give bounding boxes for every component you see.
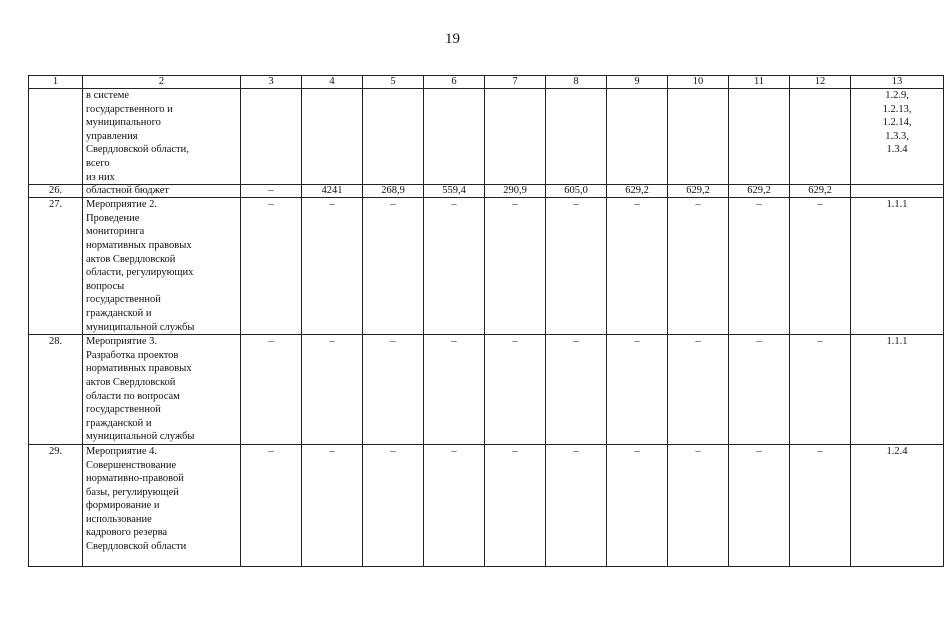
funding-value — [363, 89, 424, 185]
item-name-line: из них — [86, 171, 115, 183]
column-header: 4 — [302, 76, 363, 89]
program-table — [28, 75, 944, 567]
item-name-line: в системе — [86, 90, 130, 101]
item-name-line: области, регулирующих — [86, 267, 194, 279]
row-number: 29. — [29, 444, 83, 566]
funding-value — [607, 89, 668, 185]
funding-value: – — [363, 198, 424, 335]
item-name-line: нормативно-правовой — [86, 473, 184, 485]
funding-value: – — [729, 444, 790, 566]
column-header: 8 — [546, 76, 607, 89]
column-header: 7 — [485, 76, 546, 89]
item-name — [83, 335, 241, 445]
item-name-line: муниципального — [86, 117, 161, 129]
funding-value: 629,2 — [607, 185, 668, 198]
funding-value: – — [363, 335, 424, 445]
target-reference — [851, 89, 944, 185]
funding-value: 4241 — [302, 185, 363, 198]
funding-value: 629,2 — [668, 185, 729, 198]
item-name-line: управления — [86, 130, 138, 142]
funding-value: 559,4 — [424, 185, 485, 198]
item-name-line: нормативных правовых — [86, 363, 192, 375]
item-name-line: Свердловской области — [86, 541, 187, 553]
item-name-line: Совершенствование — [86, 459, 177, 471]
row-number: 26. — [29, 185, 83, 198]
table-row — [29, 335, 944, 445]
funding-value — [485, 89, 546, 185]
item-name-line: формирование и — [86, 500, 160, 512]
item-name-line: Мероприятие 3. — [86, 336, 158, 348]
item-name — [83, 444, 241, 566]
funding-value — [241, 89, 302, 185]
item-name-line: мониторинга — [86, 226, 145, 238]
column-header: 2 — [83, 76, 241, 89]
funding-value: – — [241, 185, 302, 198]
header-row — [29, 76, 944, 89]
funding-value: – — [546, 335, 607, 445]
funding-value: – — [729, 335, 790, 445]
table-row — [29, 444, 944, 566]
column-header: 12 — [790, 76, 851, 89]
funding-value — [668, 89, 729, 185]
funding-value: – — [668, 198, 729, 335]
item-name-line: государственной — [86, 294, 161, 306]
funding-value: 605,0 — [546, 185, 607, 198]
funding-value: – — [424, 444, 485, 566]
target-reference-line: 1.2.9, — [885, 90, 909, 101]
funding-value: – — [241, 335, 302, 445]
column-header: 11 — [729, 76, 790, 89]
table-row — [29, 198, 944, 335]
funding-value: 290,9 — [485, 185, 546, 198]
page-number: 19 — [445, 31, 460, 47]
funding-value: – — [790, 198, 851, 335]
funding-value: – — [546, 444, 607, 566]
column-header: 1 — [29, 76, 83, 89]
target-reference-line: 1.1.1 — [886, 199, 908, 211]
item-name-line: Свердловской области, — [86, 144, 189, 156]
row-number: 27. — [29, 198, 83, 335]
funding-value: – — [729, 198, 790, 335]
item-name-line: актов Свердловской — [86, 376, 176, 388]
funding-value — [790, 89, 851, 185]
item-name-line: области по вопросам — [86, 390, 180, 402]
funding-value: 629,2 — [729, 185, 790, 198]
funding-value: – — [668, 335, 729, 445]
funding-value: – — [241, 198, 302, 335]
item-name — [83, 198, 241, 335]
funding-value: – — [668, 444, 729, 566]
item-name-line: использование — [86, 513, 152, 525]
funding-value: – — [607, 444, 668, 566]
item-name-line: кадрового резерва — [86, 527, 168, 539]
item-name-line: Мероприятие 4. — [86, 445, 158, 457]
target-reference-line: 1.3.4 — [886, 144, 908, 156]
target-reference — [851, 335, 944, 445]
column-header: 6 — [424, 76, 485, 89]
funding-value — [302, 89, 363, 185]
funding-value: – — [424, 335, 485, 445]
target-reference-line: 1.2.4 — [886, 445, 908, 457]
funding-value: – — [485, 335, 546, 445]
funding-value: – — [790, 335, 851, 445]
item-name-line: базы, регулирующей — [86, 486, 179, 498]
item-name — [83, 185, 241, 198]
target-reference — [851, 444, 944, 566]
funding-value: – — [302, 335, 363, 445]
item-name-line: государственной — [86, 404, 161, 416]
funding-value — [729, 89, 790, 185]
item-name-line: актов Свердловской — [86, 253, 176, 265]
column-header: 5 — [363, 76, 424, 89]
target-reference-line: 1.3.3, — [885, 130, 909, 142]
target-reference — [851, 198, 944, 335]
item-name-line: государственного и — [86, 103, 173, 115]
funding-value: 629,2 — [790, 185, 851, 198]
item-name-line: Мероприятие 2. — [86, 199, 158, 211]
column-header: 9 — [607, 76, 668, 89]
item-name-line: областной бюджет — [86, 185, 169, 197]
item-name-line: гражданской и — [86, 417, 152, 429]
item-name-line: Проведение — [86, 212, 140, 224]
funding-value: – — [607, 335, 668, 445]
funding-value: – — [363, 444, 424, 566]
funding-value: – — [790, 444, 851, 566]
funding-value: 268,9 — [363, 185, 424, 198]
target-reference — [851, 185, 944, 198]
funding-value — [546, 89, 607, 185]
item-name-line: муниципальной службы — [86, 431, 195, 443]
item-name — [83, 89, 241, 185]
target-reference-line: 1.2.13, — [882, 103, 912, 115]
table-row — [29, 185, 944, 198]
funding-value: – — [546, 198, 607, 335]
funding-value: – — [607, 198, 668, 335]
funding-value: – — [485, 444, 546, 566]
table-row — [29, 89, 944, 185]
funding-value: – — [302, 198, 363, 335]
funding-value: – — [424, 198, 485, 335]
target-reference-line: 1.1.1 — [886, 336, 908, 348]
target-reference-line: 1.2.14, — [882, 117, 912, 129]
column-header: 13 — [851, 76, 944, 89]
funding-value: – — [485, 198, 546, 335]
funding-value — [424, 89, 485, 185]
funding-value: – — [241, 444, 302, 566]
column-header: 3 — [241, 76, 302, 89]
item-name-line: всего — [86, 157, 110, 169]
item-name-line: вопросы — [86, 280, 125, 292]
item-name-line: Разработка проектов — [86, 349, 179, 361]
row-number: 28. — [29, 335, 83, 445]
column-header: 10 — [668, 76, 729, 89]
row-number — [29, 89, 83, 185]
item-name-line: муниципальной службы — [86, 321, 195, 333]
item-name-line: нормативных правовых — [86, 239, 192, 251]
item-name-line: гражданской и — [86, 307, 152, 319]
funding-value: – — [302, 444, 363, 566]
